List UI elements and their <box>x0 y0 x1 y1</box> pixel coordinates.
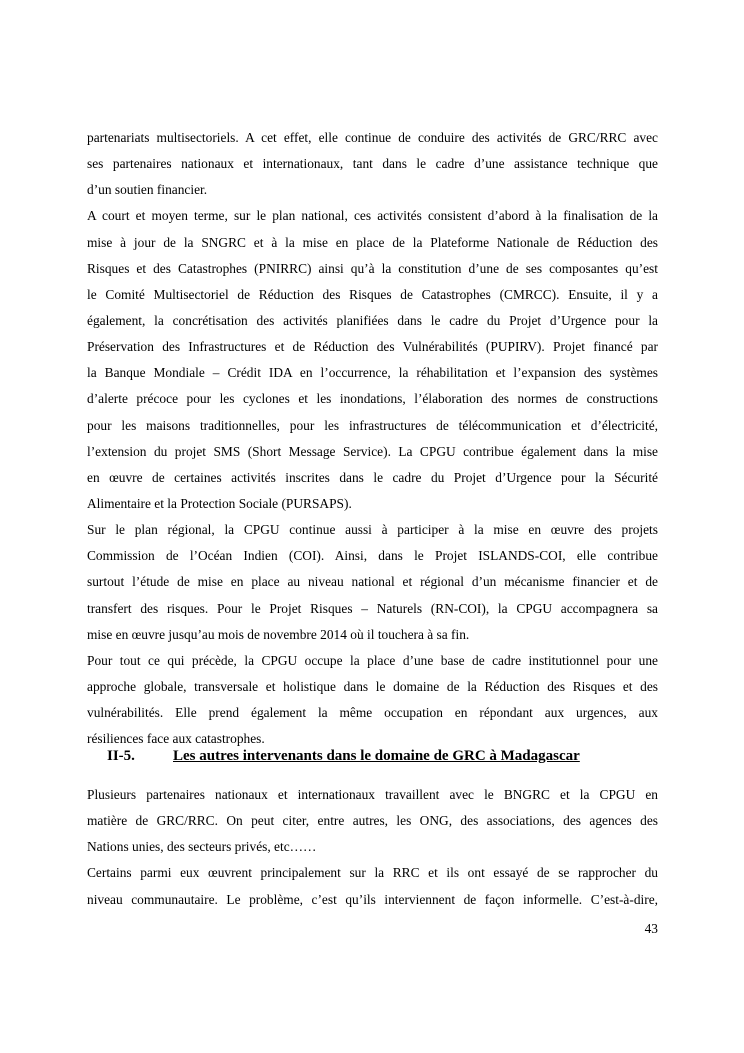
text-line: vulnérabilités. Elle prend également la même occupation en répondant aux urgences, aux <box>87 705 658 721</box>
text-line: pour les maisons traditionnelles, pour les infrastructures de télécommunication et d’électricité, <box>87 417 658 433</box>
body-text-bottom <box>87 782 658 913</box>
text-line: Nations unies, des secteurs privés, etc…… <box>87 839 317 855</box>
text-line: le Comité Multisectoriel de Réduction des Risques de Catastrophes (CMRCC). Ensuite, il y a <box>87 286 658 302</box>
text-line: Certains parmi eux œuvrent principalement sur la RRC et ils ont essayé de se rapprocher du <box>87 865 658 881</box>
text-line: l’extension du projet SMS (Short Message Service). La CPGU contribue également dans la mise <box>87 443 658 459</box>
text-line: surtout l’étude de mise en place au niveau national et régional d’un mécanisme financier et de <box>87 574 658 590</box>
text-line: d’un soutien financier. <box>87 182 208 198</box>
text-line: Alimentaire et la Protection Sociale (PURSAPS). <box>87 495 352 511</box>
text-line: niveau communautaire. Le problème, c’est qu’ils interviennent de façon informelle. C’est-à-dire, <box>87 891 658 907</box>
page-number: 43 <box>644 921 658 936</box>
text-line: d’alerte précoce pour les cyclones et les inondations, l’élaboration des normes de constructions <box>87 391 658 407</box>
section-number: II-5. <box>107 748 135 764</box>
text-line: Commission de l’Océan Indien (COI). Ainsi, dans le Projet ISLANDS-COI, elle contribue <box>87 548 658 564</box>
text-line: transfert des risques. Pour le Projet Risques – Naturels (RN-COI), la CPGU accompagnera sa <box>87 600 658 616</box>
body-text-top <box>87 125 658 752</box>
text-line: Sur le plan régional, la CPGU continue aussi à participer à la mise en œuvre des projets <box>87 522 658 538</box>
text-line: ses partenaires nationaux et internationaux, tant dans le cadre d’une assistance technique que <box>87 156 658 172</box>
text-line: Plusieurs partenaires nationaux et internationaux travaillent avec le BNGRC et la CPGU en <box>87 787 658 802</box>
text-line: en œuvre de certaines activités inscrites dans le cadre du Projet d’Urgence pour la Sécurité <box>87 469 658 485</box>
text-line: matière de GRC/RRC. On peut citer, entre autres, les ONG, des associations, des agences des <box>87 813 658 829</box>
text-line: partenariats multisectoriels. A cet effet, elle continue de conduire des activités de GRC/RRC avec <box>87 130 658 145</box>
text-line: mise en œuvre jusqu’au mois de novembre 2014 où il touchera à sa fin. <box>87 626 470 642</box>
text-line: Risques et des Catastrophes (PNIRRC) ainsi qu’à la constitution d’une de ses composantes qu’est <box>87 260 658 276</box>
section-title: Les autres intervenants dans le domaine de GRC à Madagascar <box>173 748 580 764</box>
text-line: approche globale, transversale et holistique dans le domaine de la Réduction des Risques et des <box>87 678 658 694</box>
text-line: résiliences face aux catastrophes. <box>87 731 265 747</box>
text-line: Préservation des Infrastructures et de Réduction des Vulnérabilités (PUPIRV). Projet financé par <box>87 339 658 355</box>
text-line: A court et moyen terme, sur le plan national, ces activités consistent d’abord à la finalisation de la <box>87 208 658 224</box>
text-line: la Banque Mondiale – Crédit IDA en l’occurrence, la réhabilitation et l’expansion des systèmes <box>87 365 658 381</box>
section-heading <box>107 748 667 765</box>
text-line: également, la concrétisation des activités planifiées dans le cadre du Projet d’Urgence pour la <box>87 312 658 328</box>
text-line: Pour tout ce qui précède, la CPGU occupe la place d’une base de cadre institutionnel pour une <box>87 652 658 668</box>
text-line: mise à jour de la SNGRC et à la mise en place de la Plateforme Nationale de Réduction des <box>87 234 658 250</box>
